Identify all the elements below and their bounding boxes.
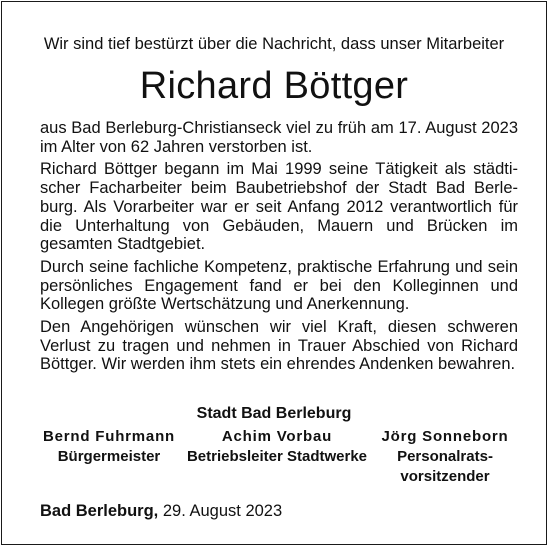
signatory-role: Bürgermeister	[57, 448, 161, 465]
paragraph-appreciation: Durch seine fachliche Kompetenz, praktische Erfahrung und sein persönliches Engagement fand er bei den Kolleginnen und Kollegen größte Wertschätzung und Anerkennung.	[40, 257, 518, 314]
signatory-role-continued: vorsitzender	[400, 468, 490, 485]
signatory-mayor	[34, 427, 184, 467]
obituary-notice	[1, 1, 547, 545]
closing-place: Bad Berleburg,	[40, 502, 159, 520]
signatory-role: Personalrats-	[397, 448, 493, 465]
signatory-operations-manager	[182, 427, 372, 467]
notice-body	[40, 119, 518, 378]
signatory-staff-council-chair	[370, 427, 520, 487]
signatory-role: Betriebsleiter Stadtwerke	[186, 448, 368, 465]
paragraph-death-info: aus Bad Berleburg-Christianseck viel zu früh am 17. August 2023 im Alter von 62 Jahren verstorben ist.	[40, 119, 518, 156]
signatory-name: Achim Vorbau	[221, 428, 333, 445]
paragraph-career: Richard Böttger begann im Mai 1999 seine Tätigkeit als städtischer Facharbeiter beim Baubetriebshof der Stadt Bad Berleburg. Als Vorarbeiter war er seit Anfang 2012 verantwortlich für die Unterhaltung von Gebäuden, Mauern und Brücken im gesamten Stadtgebiet.	[40, 160, 518, 254]
deceased-name: Richard Böttger	[139, 65, 409, 107]
closing-date: 29. August 2023	[162, 502, 283, 520]
intro-line: Wir sind tief bestürzt über die Nachricht, dass unser Mitarbeiter	[43, 35, 505, 53]
place-and-date	[40, 501, 282, 521]
signatory-name: Bernd Fuhrmann	[42, 428, 176, 445]
organization-name: Stadt Bad Berleburg	[196, 405, 352, 422]
signatory-name: Jörg Sonneborn	[381, 428, 509, 445]
paragraph-condolences: Den Angehörigen wünschen wir viel Kraft, diesen schweren Verlust zu tragen und nehmen in Trauer Abschied von Richard Böttger. Wir werden ihm stets ein ehrendes Andenken bewahren.	[40, 318, 518, 374]
